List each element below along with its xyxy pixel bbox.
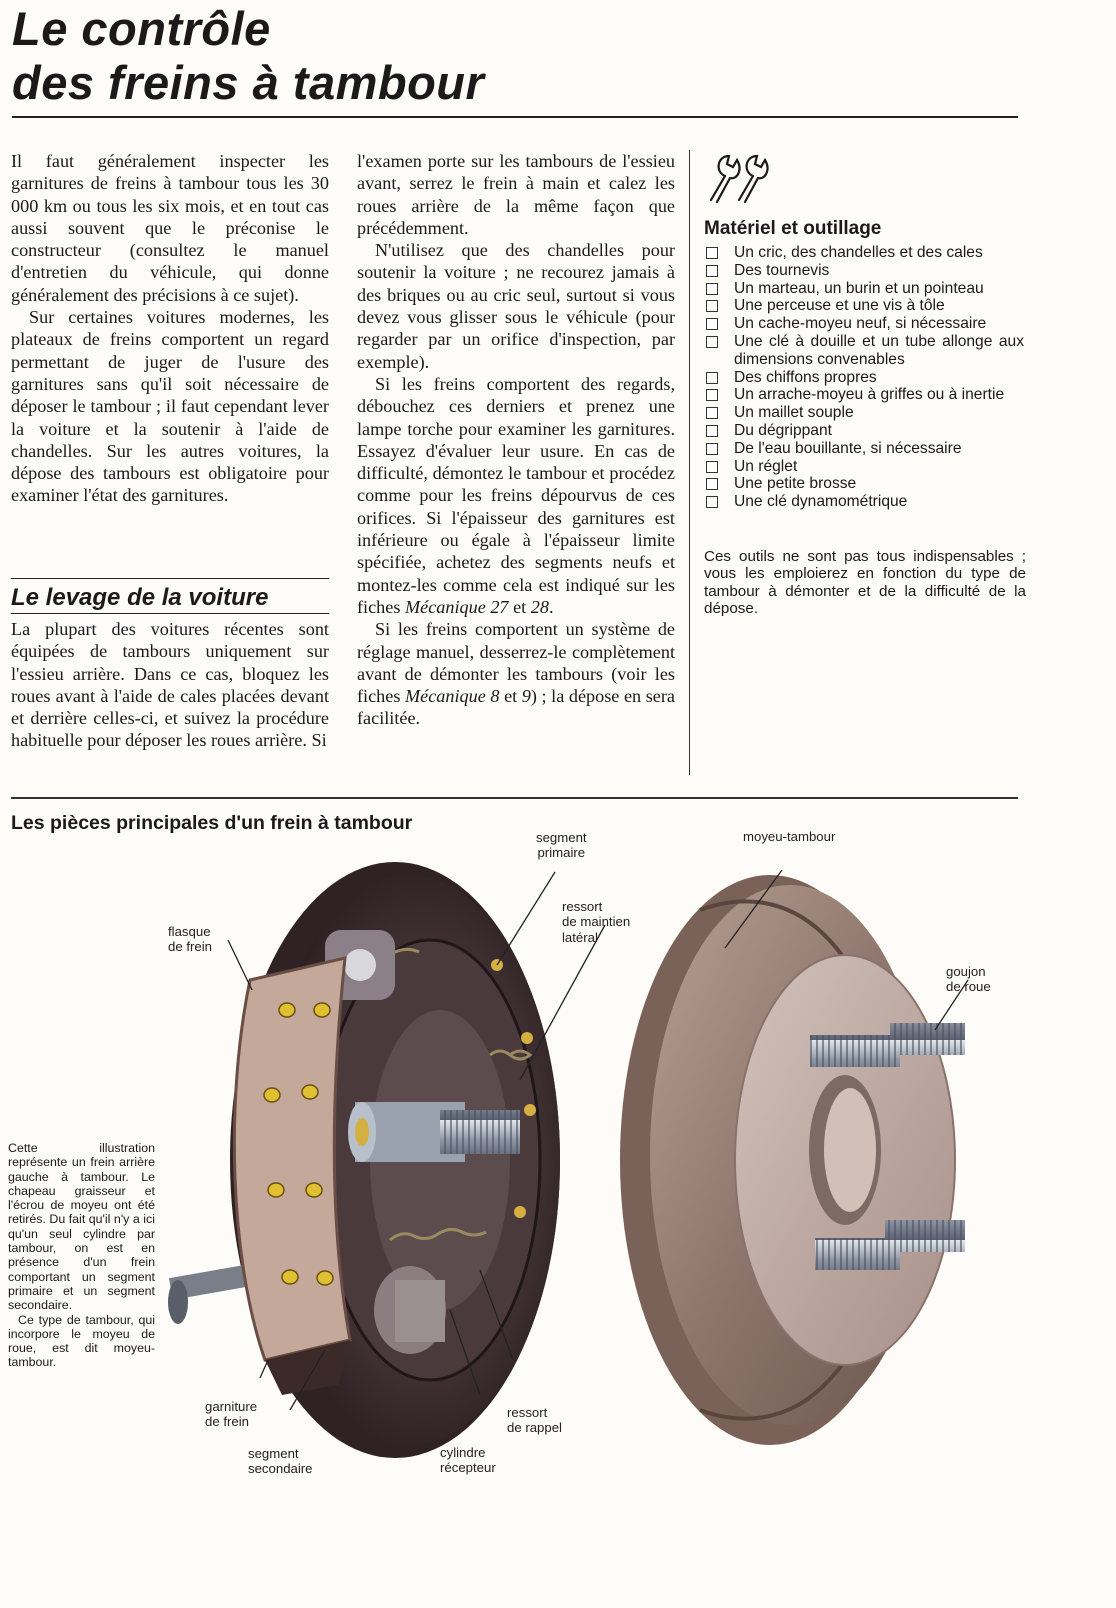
tools-item-label: Une clé dynamométrique: [734, 493, 908, 511]
label-segment-primaire: [536, 830, 587, 861]
tools-title: Matériel et outillage: [704, 218, 882, 239]
checkbox-icon: [706, 300, 718, 312]
page-title: [12, 2, 484, 110]
checkbox-icon: [706, 478, 718, 490]
col2-p3-ref-2: 28: [530, 596, 549, 617]
label-line: de frein: [168, 939, 212, 955]
wrench-pair-icon: [705, 150, 785, 206]
tools-item: [704, 262, 1024, 280]
tools-item-label: Un cache-moyeu neuf, si nécessaire: [734, 315, 987, 333]
section-heading: Le levage de la voiture: [11, 578, 329, 614]
label-cylindre: [440, 1445, 496, 1476]
checkbox-icon: [706, 461, 718, 473]
tools-item: [704, 458, 1024, 476]
section-rule: [11, 797, 1018, 799]
label-line: flasque: [168, 924, 211, 939]
checkbox-icon: [706, 443, 718, 455]
tools-item-label: Du dégrippant: [734, 421, 832, 439]
col2-paragraph-4: [357, 618, 675, 729]
tools-item-label: Des tournevis: [734, 261, 830, 279]
label-segment-secondaire: [248, 1446, 313, 1477]
checkbox-icon: [706, 372, 718, 384]
tools-item: [704, 369, 1024, 387]
label-line: de rappel: [507, 1420, 562, 1436]
col2-p4-ref-2: 9: [521, 686, 531, 707]
col2-paragraph-1: l'examen porte sur les tambours de l'essieu avant, serrez le frein à main et calez les roues arrière de la même façon que précédemment.: [357, 151, 675, 238]
label-line: ressort: [562, 899, 603, 914]
tools-item-label: Une clé à douille et un tube allonge aux dimensions convenables: [734, 332, 1024, 368]
label-line: de frein: [205, 1414, 249, 1430]
tools-item-label: Un maillet souple: [734, 404, 854, 422]
label-line: cylindre: [440, 1445, 486, 1460]
col2-p4-text-b: et: [499, 686, 522, 707]
checkbox-icon: [706, 265, 718, 277]
section-column: [11, 618, 329, 752]
title-rule: [12, 116, 1018, 118]
col2-paragraph-3: [357, 373, 675, 618]
tools-item: [704, 297, 1024, 315]
label-line: goujon: [946, 964, 986, 979]
tools-item: [704, 404, 1024, 422]
col2-p4-ref: Mécanique 8: [405, 686, 500, 707]
tools-item-label: Un arrache-moyeu à griffes ou à inertie: [734, 386, 1005, 404]
label-line: garniture: [205, 1399, 258, 1414]
tools-item-label: Une petite brosse: [734, 475, 857, 493]
figure-title: Les pièces principales d'un frein à tambour: [11, 812, 413, 834]
label-line: primaire: [537, 845, 586, 861]
col2-p3-text-b: et: [508, 596, 531, 617]
tools-note: Ces outils ne sont pas tous indispensables ; vous les emploierez en fonction du type de tambour à démonter et de la difficulté de la dépose.: [704, 548, 1026, 618]
tools-item: [704, 280, 1024, 298]
tools-item-label: Une perceuse et une vis à tôle: [734, 297, 945, 315]
label-goujon: [946, 964, 991, 995]
tools-item: [704, 475, 1024, 493]
title-line-2: des freins à tambour: [12, 56, 485, 109]
label-line: récepteur: [440, 1460, 496, 1476]
caption-paragraph-2: Ce type de tambour, qui incorpore le moyeu de roue, est dit moyeu-tambour.: [8, 1312, 155, 1370]
label-line: secondaire: [248, 1461, 313, 1477]
checkbox-icon: [706, 336, 718, 348]
backplate-drawing: [168, 862, 560, 1458]
tools-item-label: Un cric, des chandelles et des cales: [734, 244, 983, 261]
checkbox-icon: [706, 247, 718, 259]
intro-paragraph-1: Il faut généralement inspecter les garnitures de freins à tambour tous les 30 000 km ou tous les six mois, et en tout cas aussi souvent que le préconise le constructeur (consultez le manuel d'entretien du véhicule, qui donne généralement des précisions à ce sujet).: [11, 151, 329, 305]
caption-paragraph-1: Cette illustration représente un frein arrière gauche à tambour. Le chapeau graisseur et l'écrou de moyeu ont été retirés. Du fait qu'il n'y a ici qu'un seul cylindre par tambour, on est en présence d'un frein comportant un segment primaire et un segment secondaire.: [8, 1141, 155, 1313]
tools-item-label: De l'eau bouillante, si nécessaire: [734, 439, 962, 457]
tools-checklist: [704, 244, 1024, 511]
label-ressort-rappel: [507, 1405, 562, 1436]
col2-p4-text-c: ) ; la dépose en sera facilitée.: [357, 686, 675, 729]
label-flasque: [168, 924, 212, 955]
col2-p3-ref: Mécanique 27: [404, 596, 509, 617]
tools-item: [704, 333, 1024, 369]
col2-p3-text-c: .: [548, 596, 554, 617]
col2-p3-text: Si les freins comportent des regards, débouchez ces derniers et prenez une lampe torche pour examiner les garnitures. Essayez d'évaluer leur usure. En cas de difficulté, démontez le tambour et procédez comme pour les freins dépourvus de ces orifices. Si l'épaisseur des garnitures est inférieure ou égale à l'épaisseur limite spécifiée, achetez des segments neufs et montez-les comme cela est indiqué sur les fiches: [357, 373, 675, 617]
checkbox-icon: [706, 496, 718, 508]
label-moyeu-tambour: moyeu-tambour: [743, 829, 836, 844]
label-line: de roue: [946, 979, 991, 995]
hub-drum-drawing: [620, 875, 965, 1445]
tools-item-label: Un réglet: [734, 457, 798, 475]
label-line: ressort: [507, 1405, 548, 1420]
label-ressort-lateral: [562, 899, 630, 945]
figure-caption: [8, 1141, 155, 1370]
tools-item: [704, 386, 1024, 404]
tools-item-label: Des chiffons propres: [734, 368, 877, 386]
col2-paragraph-2: N'utilisez que des chandelles pour soutenir la voiture ; ne recourez jamais à des briques ou au cric seul, surtout si vous devez vous glisser sous le véhicule (pour regarder par un orifice d'inspection, par exemple).: [357, 240, 675, 372]
column-divider: [689, 150, 690, 775]
brake-shoe-drawing: [234, 958, 350, 1395]
checkbox-icon: [706, 407, 718, 419]
tools-item: [704, 244, 1024, 262]
section-paragraph-1: La plupart des voitures récentes sont équipées de tambours uniquement sur l'essieu arrière. Dans ce cas, bloquez les roues avant à l'aide de cales placées devant et derrière celles-ci, et suivez la procédure habituelle pour déposer les roues arrière. Si: [11, 619, 329, 751]
second-column: [357, 150, 675, 730]
label-line: de maintien: [562, 914, 631, 930]
checkbox-icon: [706, 425, 718, 437]
title-line-1: Le contrôle: [12, 2, 271, 55]
checkbox-icon: [706, 318, 718, 330]
label-line: segment: [248, 1446, 299, 1461]
tools-item: [704, 440, 1024, 458]
tools-item-label: Un marteau, un burin et un pointeau: [734, 279, 984, 297]
tools-item: [704, 422, 1024, 440]
label-line: latéral: [562, 929, 598, 945]
tools-item: [704, 315, 1024, 333]
checkbox-icon: [706, 389, 718, 401]
checkbox-icon: [706, 283, 718, 295]
intro-column: [11, 150, 329, 507]
label-line: segment: [536, 830, 587, 845]
intro-paragraph-2: Sur certaines voitures modernes, les plateaux de freins comportent un regard permettant de juger de l'usure des garnitures sans qu'il soit nécessaire de déposer le tambour ; il faut cependant lever la voiture et la soutenir à l'aide de chandelles. Sur les autres voitures, la dépose des tambours est obligatoire pour examiner l'état des garnitures.: [11, 307, 329, 506]
label-garniture: [205, 1399, 257, 1430]
tools-item: [704, 493, 1024, 511]
col2-p4-text: Si les freins comportent un système de réglage manuel, desserrez-le complètement avant de démonter les tambours (voir les fiches: [357, 619, 675, 707]
